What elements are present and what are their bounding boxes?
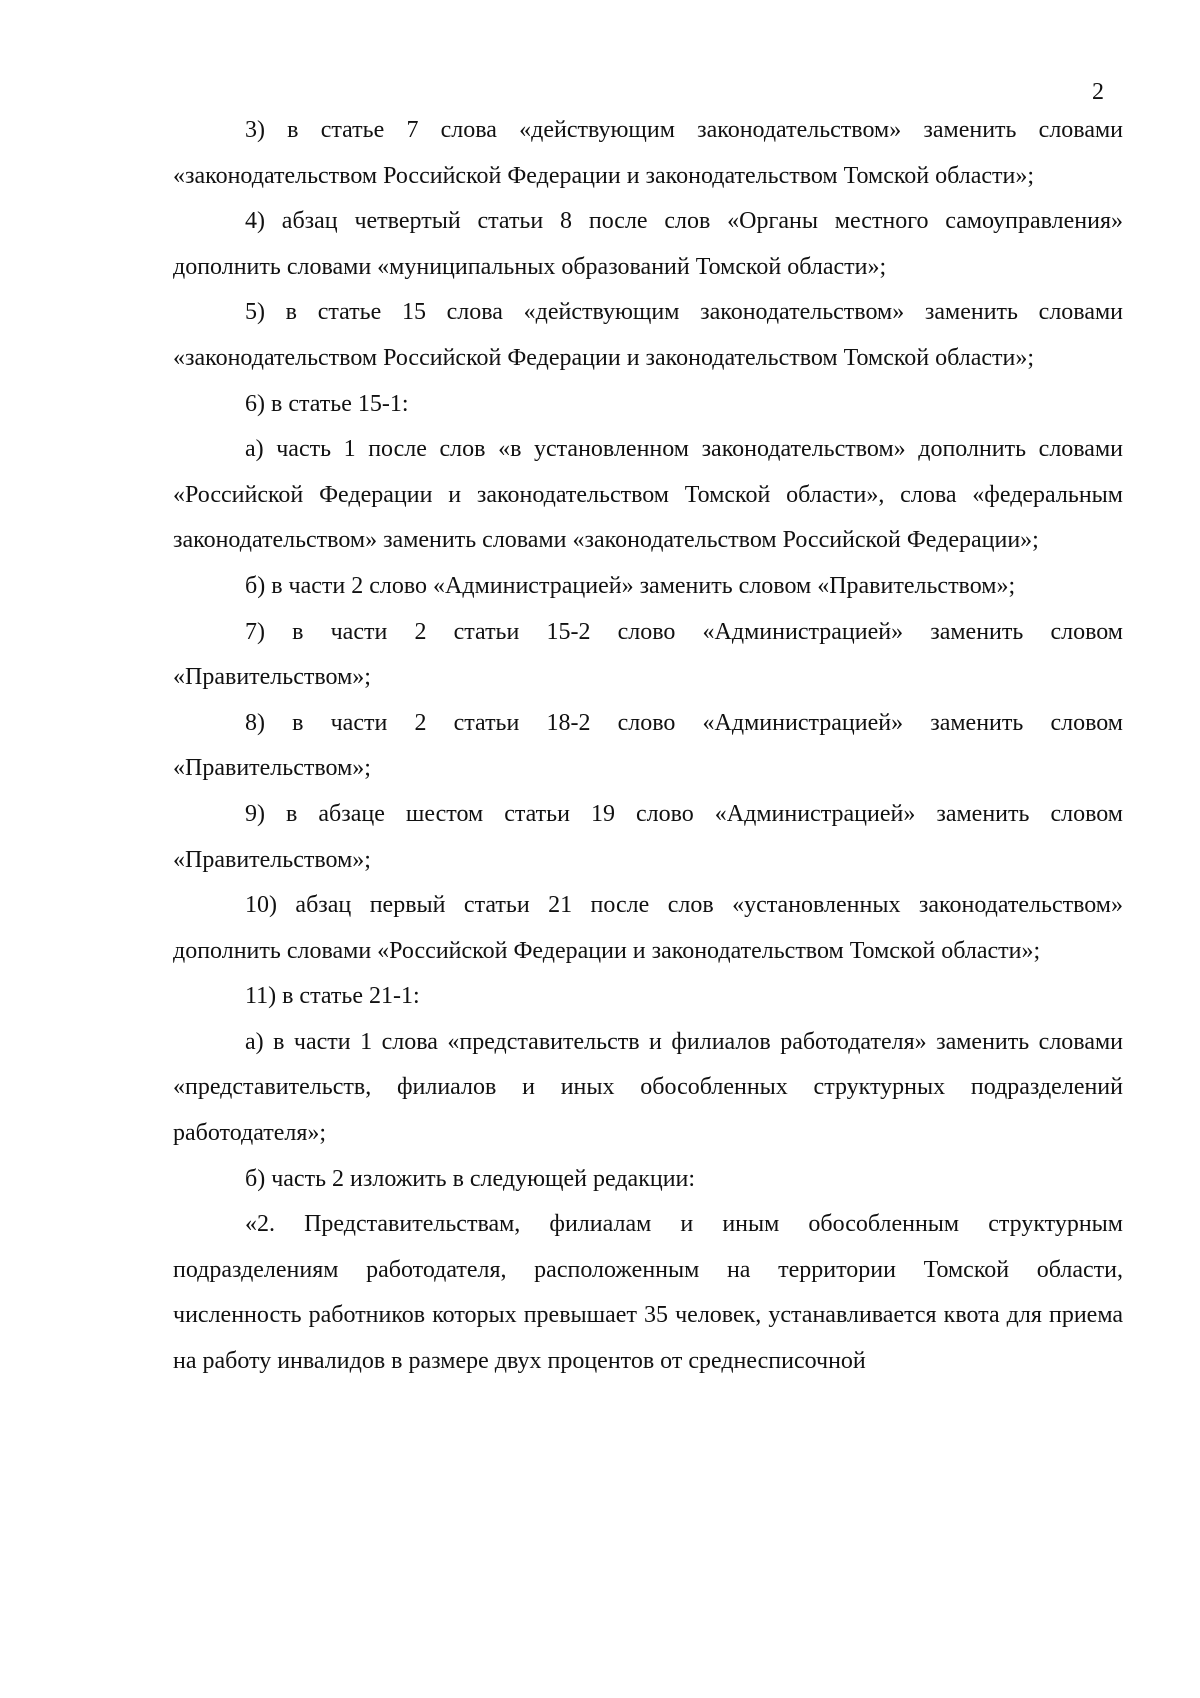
paragraph-item-6b: б) в части 2 слово «Администрацией» заменить словом «Правительством»;	[245, 572, 1016, 599]
paragraph-item-10: 10) абзац первый статьи 21 после слов «установленных законодательством» дополнить словами «Российской Федерации и законодательством Томской области»;	[173, 892, 1123, 964]
document-body	[173, 108, 1123, 1385]
paragraph-quote-part-2: «2. Представительствам, филиалам и иным обособленным структурным подразделениям работодателя, расположенным на территории Томской области, численность работников которых превышает 35 человек, устанавливается квота для приема на работу инвалидов в размере двух процентов от среднесписочной	[173, 1211, 1123, 1375]
paragraph-item-9: 9) в абзаце шестом статьи 19 слово «Администрацией» заменить словом «Правительством»;	[173, 800, 1123, 873]
paragraph-item-7: 7) в части 2 статьи 15-2 слово «Администрацией» заменить словом «Правительством»;	[173, 618, 1123, 691]
paragraph-item-3: 3) в статье 7 слова «действующим законодательством» заменить словами «законодательством Российской Федерации и законодательством Томской области»;	[173, 117, 1123, 189]
paragraph-item-6: 6) в статье 15-1:	[245, 390, 409, 417]
paragraph-item-11: 11) в статье 21-1:	[245, 983, 420, 1010]
paragraph-item-4: 4) абзац четвертый статьи 8 после слов «Органы местного самоуправления» дополнить словами «муниципальных образований Томской области»;	[173, 208, 1123, 280]
paragraph-item-11b: б) часть 2 изложить в следующей редакции:	[245, 1165, 696, 1192]
paragraph-item-6a: а) часть 1 после слов «в установленном законодательством» дополнить словами «Российской Федерации и законодательством Томской области», слова «федеральным законодательством» заменить словами «законодательством Российской Федерации»;	[173, 436, 1123, 554]
page-number: 2	[1092, 79, 1104, 105]
paragraph-item-5: 5) в статье 15 слова «действующим законодательством» заменить словами «законодательством Российской Федерации и законодательством Томской области»;	[173, 299, 1123, 371]
paragraph-item-8: 8) в части 2 статьи 18-2 слово «Администрацией» заменить словом «Правительством»;	[173, 709, 1123, 782]
paragraph-item-11a: а) в части 1 слова «представительств и филиалов работодателя» заменить словами «представительств, филиалов и иных обособленных структурных подразделений работодателя»;	[173, 1028, 1123, 1147]
